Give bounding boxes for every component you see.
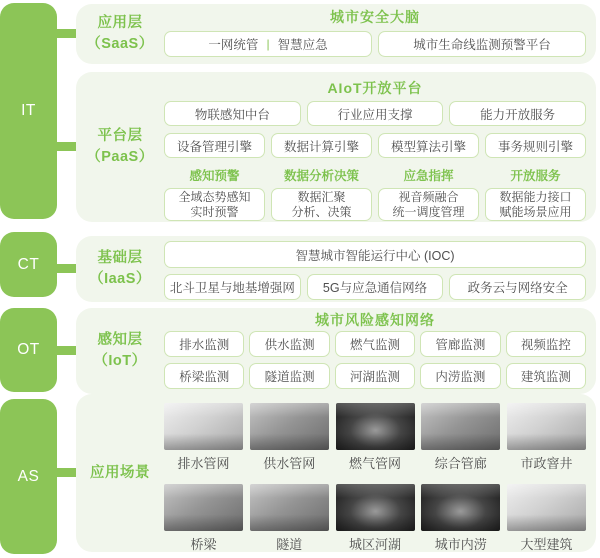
iot-box-tunnel-monitoring: 隧道监测 xyxy=(249,363,329,389)
iot-panel xyxy=(76,308,596,394)
scene-caption-urban-waterlogging: 城市内涝 xyxy=(434,537,487,552)
paas-box-iot-middle-platform: 物联感知中台 xyxy=(164,101,301,126)
scene-utility-tunnel xyxy=(421,403,500,471)
scene-photo-water-supply-network xyxy=(250,403,329,450)
iaas-content xyxy=(164,236,586,302)
paas-row2 xyxy=(164,133,586,158)
paas-content xyxy=(164,72,586,222)
paas-layer-label-line2: （PaaS） xyxy=(86,149,154,165)
layer-bar-as-label: AS xyxy=(17,467,40,485)
scene-photo-bridge xyxy=(164,484,243,531)
scene-caption-bridge: 桥梁 xyxy=(190,537,217,552)
iot-box-bridge-monitoring: 桥梁监测 xyxy=(164,363,244,389)
saas-box1-separator: | xyxy=(266,37,270,51)
iaas-box-beidou-network: 北斗卫星与地基增强网 xyxy=(164,274,301,300)
scene-caption-utility-tunnel: 综合管廊 xyxy=(434,456,487,471)
scene-caption-drainage-network: 排水管网 xyxy=(177,456,230,471)
scenes-row2 xyxy=(164,484,586,552)
scene-municipal-manhole xyxy=(507,403,586,471)
paas-box-model-algorithm-engine: 模型算法引擎 xyxy=(378,133,479,158)
scene-photo-large-building xyxy=(507,484,586,531)
paas-box-industry-app-support: 行业应用支撑 xyxy=(307,101,444,126)
saas-box-lifeline-platform: 城市生命线监测预警平台 xyxy=(378,31,586,57)
saas-content xyxy=(164,4,586,64)
scene-urban-waterlogging xyxy=(421,484,500,552)
paas-header-perception-warning: 感知预警 xyxy=(189,169,240,183)
iot-box-waterlogging-monitoring: 内涝监测 xyxy=(420,363,500,389)
paas-group-headers xyxy=(164,166,586,184)
scene-gas-network xyxy=(336,403,415,471)
paas-box-rule-engine: 事务规则引擎 xyxy=(485,133,586,158)
iot-layer-label-line2: （IoT） xyxy=(93,353,147,369)
iot-box-drainage-monitoring: 排水监测 xyxy=(164,331,244,357)
scene-drainage-network xyxy=(164,403,243,471)
paas-panel xyxy=(76,72,596,222)
scene-photo-utility-tunnel xyxy=(421,403,500,450)
scene-caption-municipal-manhole: 市政窨井 xyxy=(520,456,573,471)
saas-layer-label-line2: （SaaS） xyxy=(86,36,154,52)
scene-photo-gas-network xyxy=(336,403,415,450)
iaas-layer-label xyxy=(76,236,164,302)
paas-box-data-aggregation xyxy=(271,188,372,221)
layer-bar-it-label: IT xyxy=(21,102,36,119)
saas-box-unified-management xyxy=(164,31,372,57)
scene-caption-gas-network: 燃气管网 xyxy=(348,456,401,471)
iaas-row xyxy=(164,274,586,300)
scenes-row1 xyxy=(164,403,586,471)
paas-box-situation-awareness-line2: 实时预警 xyxy=(190,204,239,219)
layer-bar-ot xyxy=(0,308,57,392)
paas-header-emergency-command: 应急指挥 xyxy=(403,169,454,183)
paas-layer-label-line1: 平台层 xyxy=(97,128,143,144)
saas-layer-label xyxy=(76,4,164,64)
paas-header-open-service: 开放服务 xyxy=(510,169,561,183)
iot-box-utility-tunnel-monitoring: 管廊监测 xyxy=(420,331,500,357)
iot-box-gas-monitoring: 燃气监测 xyxy=(335,331,415,357)
scene-photo-municipal-manhole xyxy=(507,403,586,450)
iot-box-river-lake-monitoring: 河湖监测 xyxy=(335,363,415,389)
paas-title: AIoT开放平台 xyxy=(327,80,423,96)
paas-box-av-fusion xyxy=(378,188,479,221)
iaas-layer-label-line2: （IaaS） xyxy=(89,271,151,287)
paas-box-data-api-line2: 赋能场景应用 xyxy=(499,204,572,219)
layer-bar-it xyxy=(0,3,57,219)
saas-box1-left: 一网统管 xyxy=(208,38,259,52)
iaas-main-row xyxy=(164,241,586,268)
layer-bar-ct xyxy=(0,232,57,297)
scene-photo-urban-rivers-lakes xyxy=(336,484,415,531)
iaas-box-ioc-center: 智慧城市智能运行中心 (IOC) xyxy=(164,241,586,268)
paas-box-av-fusion-line2: 统一调度管理 xyxy=(392,204,465,219)
scene-caption-urban-rivers-lakes: 城区河湖 xyxy=(348,537,401,552)
paas-box-data-api xyxy=(485,188,586,221)
iaas-layer-label-line1: 基础层 xyxy=(97,250,143,266)
layer-bar-ot-label: OT xyxy=(17,341,40,358)
paas-layer-label xyxy=(76,72,164,222)
paas-box-capability-open-service: 能力开放服务 xyxy=(449,101,586,126)
saas-layer-label-line1: 应用层 xyxy=(97,15,143,31)
paas-box-data-aggregation-line1: 数据汇聚 xyxy=(297,189,346,204)
paas-box-av-fusion-line1: 视音频融合 xyxy=(398,189,459,204)
iot-row1 xyxy=(164,331,586,357)
paas-box-data-api-line1: 数据能力接口 xyxy=(499,189,572,204)
saas-panel xyxy=(76,4,596,64)
paas-box-situation-awareness xyxy=(164,188,265,221)
scenes-panel xyxy=(76,394,596,552)
paas-row1 xyxy=(164,101,586,126)
saas-box1-right: 智慧应急 xyxy=(277,38,328,52)
iot-box-video-surveillance: 视频监控 xyxy=(506,331,586,357)
scenes-content xyxy=(164,394,586,552)
scenes-layer-label xyxy=(76,394,164,552)
scene-caption-water-supply-network: 供水管网 xyxy=(263,456,316,471)
scene-urban-rivers-lakes xyxy=(336,484,415,552)
iot-layer-label xyxy=(76,308,164,394)
saas-title: 城市安全大脑 xyxy=(330,9,420,25)
saas-box-row xyxy=(164,31,586,57)
scene-caption-tunnel: 隧道 xyxy=(276,537,303,552)
scene-water-supply-network xyxy=(250,403,329,471)
scene-large-building xyxy=(507,484,586,552)
scene-photo-tunnel xyxy=(250,484,329,531)
paas-group-boxes xyxy=(164,188,586,221)
scene-bridge xyxy=(164,484,243,552)
iaas-box-gov-cloud-security: 政务云与网络安全 xyxy=(449,274,586,300)
paas-box-data-aggregation-line2: 分析、决策 xyxy=(291,204,352,219)
paas-box-situation-awareness-line1: 全域态势感知 xyxy=(178,189,251,204)
iot-title: 城市风险感知网络 xyxy=(315,312,435,328)
scenes-layer-label-text: 应用场景 xyxy=(90,464,150,481)
paas-box-data-compute-engine: 数据计算引擎 xyxy=(271,133,372,158)
iot-box-water-supply-monitoring: 供水监测 xyxy=(249,331,329,357)
iaas-panel xyxy=(76,236,596,302)
iot-content xyxy=(164,308,586,394)
iot-layer-label-line1: 感知层 xyxy=(97,332,143,348)
scene-tunnel xyxy=(250,484,329,552)
paas-box-device-engine: 设备管理引擎 xyxy=(164,133,265,158)
scene-photo-drainage-network xyxy=(164,403,243,450)
scene-photo-urban-waterlogging xyxy=(421,484,500,531)
layer-bar-ct-label: CT xyxy=(17,255,40,273)
iot-row2 xyxy=(164,363,586,389)
paas-header-data-analysis: 数据分析决策 xyxy=(283,169,359,183)
iaas-box-5g-emergency-network: 5G与应急通信网络 xyxy=(307,274,444,300)
iot-box-building-monitoring: 建筑监测 xyxy=(506,363,586,389)
layer-bar-as xyxy=(0,399,57,554)
scene-caption-large-building: 大型建筑 xyxy=(520,537,573,552)
